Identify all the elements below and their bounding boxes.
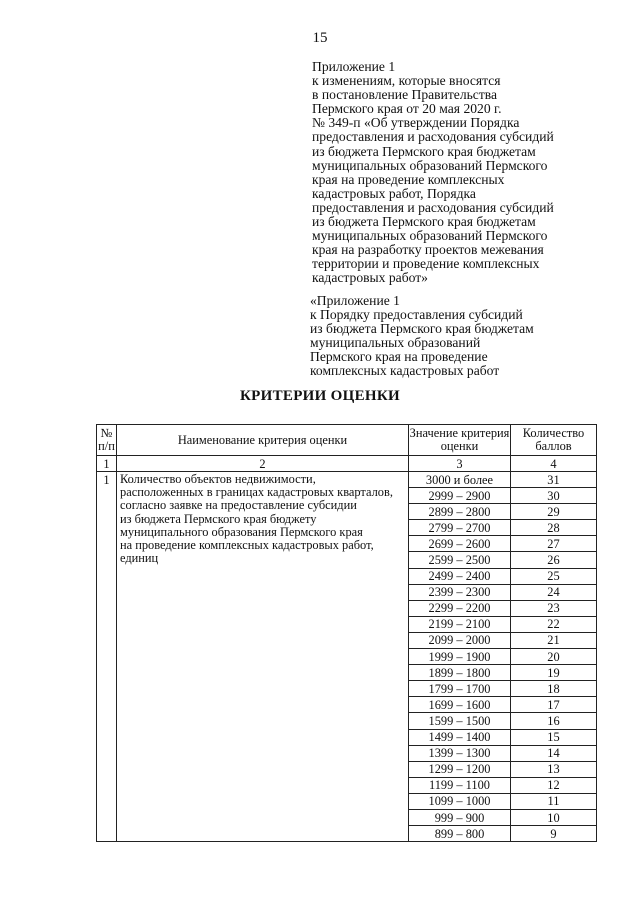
- annex-line: из бюджета Пермского края бюджетам: [312, 214, 536, 230]
- criterion-value-range: 2299 – 2200: [409, 600, 511, 616]
- criterion-name-line: Количество объектов недвижимости,: [120, 472, 316, 486]
- criterion-value-range: 1199 – 1100: [409, 777, 511, 793]
- criterion-value-range: 1699 – 1600: [409, 697, 511, 713]
- criterion-score: 12: [511, 777, 597, 793]
- annex-line: кадастровых работ»: [312, 270, 428, 286]
- criterion-score: 28: [511, 520, 597, 536]
- annex-line: территории и проведение комплексных: [312, 256, 540, 272]
- header-value: Значение критерия оценки: [409, 425, 511, 456]
- annex-line: в постановление Правительства: [312, 87, 498, 103]
- criterion-value-range: 2599 – 2500: [409, 552, 511, 568]
- criterion-value-range: 1999 – 1900: [409, 649, 511, 665]
- document-title: КРИТЕРИИ ОЦЕНКИ: [239, 388, 400, 404]
- annex-line: муниципальных образований: [310, 335, 481, 351]
- criterion-score: 24: [511, 584, 597, 600]
- criterion-score: 30: [511, 488, 597, 504]
- criterion-name-line: согласно заявке на предоставление субсидии: [120, 498, 357, 513]
- criterion-score: 17: [511, 697, 597, 713]
- criterion-score: 13: [511, 761, 597, 777]
- criterion-score: 22: [511, 616, 597, 632]
- annex-line: муниципальных образований Пермского: [312, 157, 548, 173]
- criterion-value-range: 899 – 800: [409, 826, 511, 842]
- annex-line: к изменениям, которые вносятся: [312, 73, 501, 89]
- criterion-score: 9: [511, 826, 597, 842]
- header-name: Наименование критерия оценки: [117, 425, 409, 456]
- table-row: [97, 472, 597, 488]
- column-index-cell: 4: [511, 456, 597, 472]
- criterion-score: 18: [511, 681, 597, 697]
- criterion-score: 23: [511, 600, 597, 616]
- criterion-value-range: 2999 – 2900: [409, 488, 511, 504]
- criterion-name-line: из бюджета Пермского края бюджету: [120, 511, 317, 526]
- page-number: 15: [312, 30, 328, 46]
- criterion-value-range: 1399 – 1300: [409, 745, 511, 761]
- criterion-value-range: 1299 – 1200: [409, 761, 511, 777]
- annex-line: края на разработку проектов межевания: [312, 242, 544, 258]
- criterion-name-line: на проведение комплексных кадастровых работ,: [120, 538, 374, 553]
- header-score: Количество баллов: [511, 425, 597, 456]
- annex-line: Пермского края от 20 мая 2020 г.: [312, 101, 502, 117]
- criterion-value-range: 2099 – 2000: [409, 632, 511, 648]
- criterion-score: 31: [511, 472, 597, 488]
- criterion-value-range: 3000 и более: [409, 472, 511, 488]
- column-index-cell: 1: [97, 456, 117, 472]
- criterion-value-range: 1799 – 1700: [409, 681, 511, 697]
- criterion-score: 26: [511, 552, 597, 568]
- table-header-row: [97, 425, 597, 456]
- annex-line: муниципальных образований Пермского: [312, 228, 548, 244]
- criterion-score: 14: [511, 745, 597, 761]
- annex-1-header: [312, 60, 622, 286]
- annex-line: № 349-п «Об утверждении Порядка: [312, 115, 520, 131]
- annex-line: предоставления и расходования субсидий: [312, 199, 554, 215]
- criterion-score: 20: [511, 649, 597, 665]
- annex-1-procedure-header: [310, 294, 610, 379]
- column-index-row: [97, 456, 597, 472]
- criterion-score: 15: [511, 729, 597, 745]
- criterion-value-range: 2699 – 2600: [409, 536, 511, 552]
- criterion-score: 11: [511, 793, 597, 809]
- criterion-value-range: 1599 – 1500: [409, 713, 511, 729]
- annex-line: предоставления и расходования субсидий: [312, 129, 554, 145]
- criterion-name-line: единиц: [120, 551, 159, 566]
- header-num: № п/п: [97, 425, 117, 456]
- annex-line: края на проведение комплексных: [312, 171, 505, 187]
- annex-line: из бюджета Пермского края бюджетам: [312, 143, 536, 159]
- criterion-value-range: 2199 – 2100: [409, 616, 511, 632]
- criterion-name-line: муниципального образования Пермского края: [120, 524, 363, 539]
- annex-line: кадастровых работ, Порядка: [312, 185, 476, 201]
- annex-line: к Порядку предоставления субсидий: [310, 307, 523, 323]
- criterion-value-range: 2499 – 2400: [409, 568, 511, 584]
- column-index-cell: 2: [117, 456, 409, 472]
- criterion-number: 1: [97, 472, 117, 842]
- criterion-value-range: 999 – 900: [409, 809, 511, 825]
- annex-line: Приложение 1: [312, 59, 396, 74]
- annex-line: «Приложение 1: [310, 293, 400, 308]
- criterion-score: 10: [511, 809, 597, 825]
- criterion-name: [117, 472, 409, 842]
- criterion-score: 29: [511, 504, 597, 520]
- criterion-score: 25: [511, 568, 597, 584]
- annex-line: комплексных кадастровых работ: [310, 363, 500, 379]
- criterion-value-range: 2399 – 2300: [409, 584, 511, 600]
- annex-line: Пермского края на проведение: [310, 349, 488, 365]
- criterion-value-range: 1899 – 1800: [409, 665, 511, 681]
- criterion-value-range: 1499 – 1400: [409, 729, 511, 745]
- annex-line: из бюджета Пермского края бюджетам: [310, 321, 534, 337]
- criterion-score: 16: [511, 713, 597, 729]
- criterion-score: 27: [511, 536, 597, 552]
- criterion-name-line: расположенных в границах кадастровых кварталов,: [120, 485, 393, 500]
- criterion-score: 21: [511, 632, 597, 648]
- criterion-value-range: 2799 – 2700: [409, 520, 511, 536]
- criterion-value-range: 2899 – 2800: [409, 504, 511, 520]
- criterion-score: 19: [511, 665, 597, 681]
- column-index-cell: 3: [409, 456, 511, 472]
- criteria-table: [96, 424, 597, 842]
- criterion-value-range: 1099 – 1000: [409, 793, 511, 809]
